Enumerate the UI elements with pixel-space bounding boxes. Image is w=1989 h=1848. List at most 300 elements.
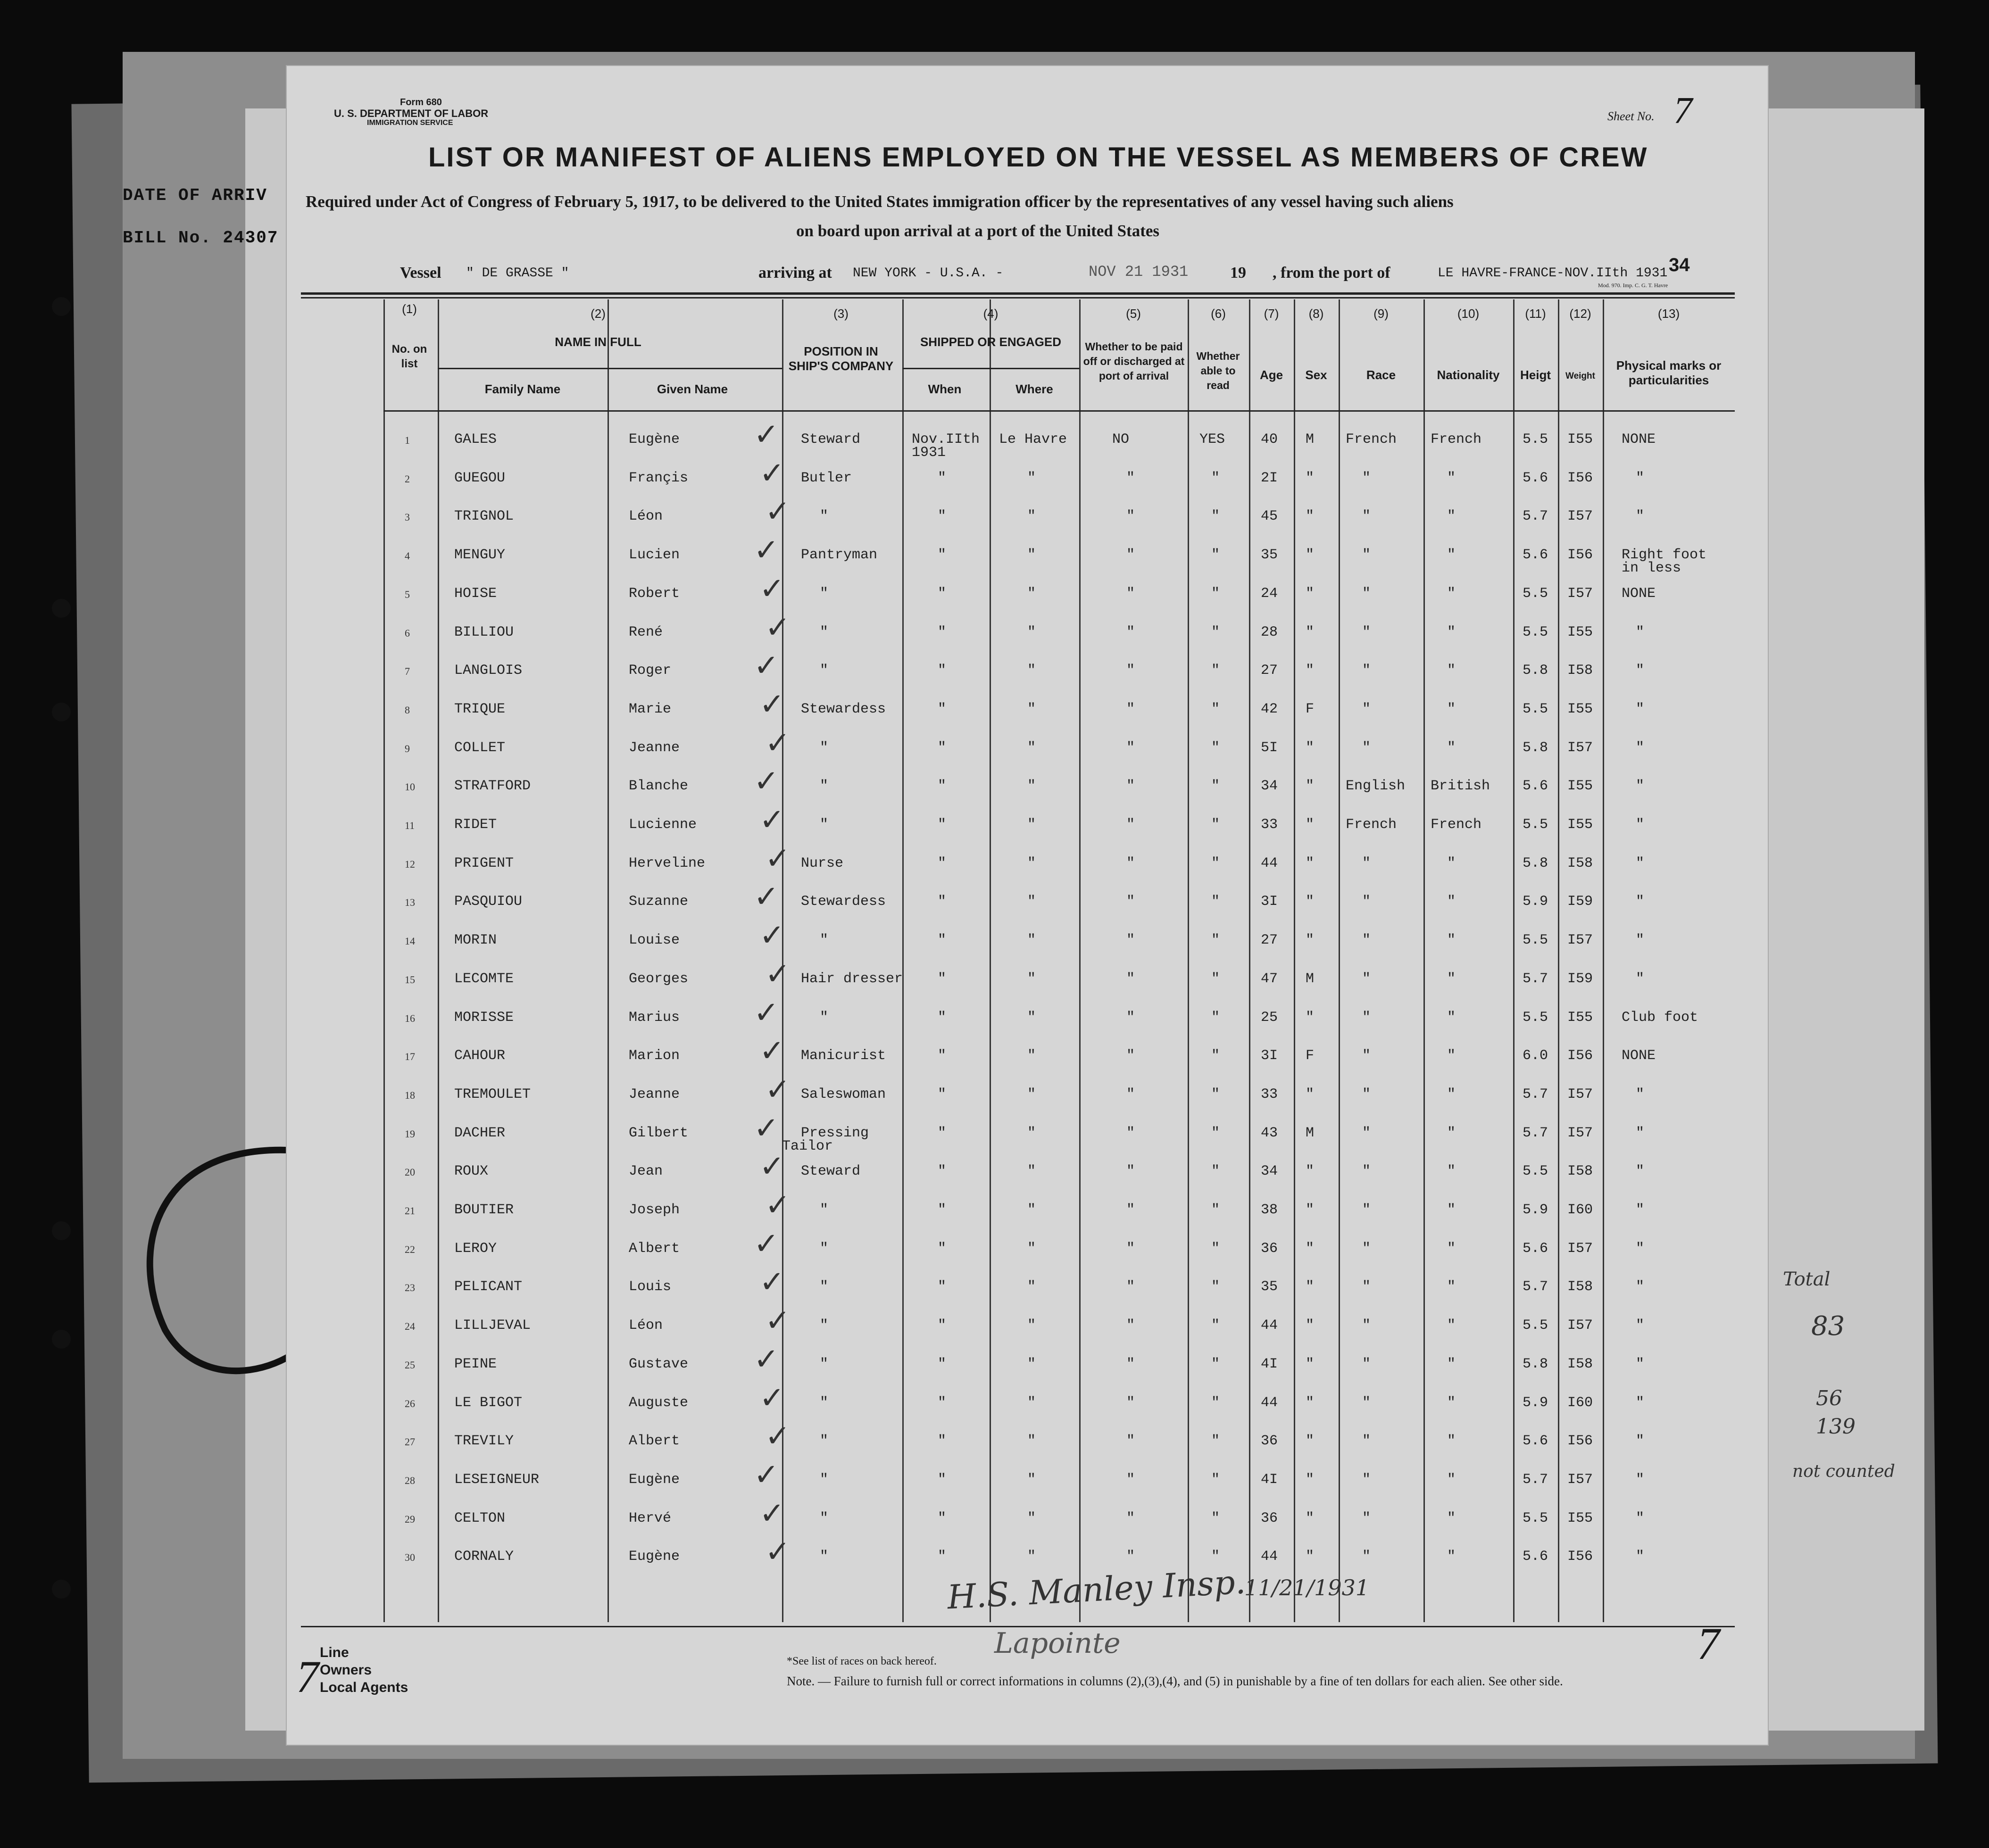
cell-weight: I57 [1567,932,1593,949]
cell-position: " [820,932,829,949]
cell-given: Jean [629,1163,663,1180]
cell-height: 5.5 [1523,1163,1548,1180]
signature-date: 11/21/1931 [1244,1575,1370,1600]
cell-nationality: " [1447,701,1456,717]
cell-where: " [1027,1163,1036,1180]
row-number: 29 [405,1513,415,1525]
cell-where: " [1027,1048,1036,1064]
row-number: 1 [405,434,410,446]
cell-sex: " [1306,1510,1315,1526]
cell-family: LECOMTE [454,970,514,987]
cell-weight: I57 [1567,1240,1593,1257]
cell-nationality: " [1447,1510,1456,1526]
check-mark-icon: ✓ [754,995,779,1030]
col-number: (10) [1457,307,1480,321]
cell-family: LE BIGOT [454,1394,523,1411]
cell-race: " [1362,894,1371,910]
cell-paid: " [1126,1163,1135,1180]
check-mark-icon: ✓ [754,1342,779,1377]
cell-when: " [938,1356,947,1372]
cell-race: " [1362,1356,1371,1372]
cell-weight: I60 [1567,1394,1593,1411]
cell-height: 5.7 [1523,1125,1548,1141]
check-mark-icon: ✓ [759,571,785,606]
cell-height: 5.6 [1523,470,1548,486]
footer-owners-label: Owners [320,1662,372,1678]
cell-paid: " [1126,1086,1135,1102]
cell-read: " [1211,1202,1220,1218]
cell-when2: 1931 [912,445,946,461]
cell-where: " [1027,1471,1036,1488]
cell-height: 5.5 [1523,932,1548,949]
cell-nationality: " [1447,1163,1456,1180]
cell-read: " [1211,701,1220,717]
cell-read: " [1211,1510,1220,1526]
cell-family: BILLIOU [454,624,514,640]
col-number: (7) [1264,307,1279,321]
cell-weight: I59 [1567,970,1593,987]
cell-race: " [1362,701,1371,717]
cell-family: HOISE [454,585,497,602]
cell-given: Albert [629,1433,680,1450]
cell-sex: " [1306,739,1315,756]
cell-height: 5.6 [1523,1240,1548,1257]
cell-sex: M [1306,970,1315,987]
table-column-rule [1558,299,1559,1622]
cell-position: Pressing [801,1125,869,1141]
cell-age: 44 [1261,1549,1278,1565]
cell-when: " [938,1471,947,1488]
col-header-sex: Sex [1305,368,1327,382]
row-number: 5 [405,588,410,600]
col-header-where: Where [1015,382,1053,396]
cell-where: " [1027,855,1036,871]
cell-where: " [1027,1510,1036,1526]
cell-height: 5.6 [1523,547,1548,564]
cell-race: " [1362,508,1371,525]
cell-weight: I55 [1567,624,1593,640]
margin-note: not counted [1792,1462,1895,1481]
cell-where: " [1027,739,1036,756]
check-mark-icon: ✓ [759,1149,785,1185]
row-number: 22 [405,1243,415,1255]
cell-paid: " [1126,701,1135,717]
cell-marks2: in less [1622,560,1681,577]
cell-nationality: " [1447,1356,1456,1372]
cell-family: DACHER [454,1125,506,1141]
cell-paid: " [1126,1202,1135,1218]
cell-nationality: French [1431,817,1482,833]
cell-weight: I57 [1567,1471,1593,1488]
cell-height: 5.8 [1523,663,1548,679]
from-label: , from the port of [1273,264,1390,282]
cell-marks: Right foot [1622,547,1707,564]
cell-family: MORIN [454,932,497,949]
cell-age: 40 [1261,431,1278,447]
cell-sex: F [1306,1048,1315,1064]
row-number: 26 [405,1397,415,1409]
cell-weight: I58 [1567,1356,1593,1372]
footer-races-note: *See list of races on back hereof. [787,1655,937,1667]
cell-weight: I59 [1567,894,1593,910]
row-number: 6 [405,627,410,639]
cell-paid: " [1126,894,1135,910]
cell-paid: " [1126,970,1135,987]
cell-position: " [820,1279,829,1295]
footer-agents-label: Local Agents [320,1680,408,1695]
cell-nationality: " [1447,970,1456,987]
check-mark-icon: ✓ [759,456,785,491]
cell-given: Jeanne [629,739,680,756]
cell-given: Léon [629,1318,663,1334]
check-mark-icon: ✓ [765,1303,791,1339]
cell-family: MENGUY [454,547,506,564]
cell-where: " [1027,1279,1036,1295]
cell-read: " [1211,1086,1220,1102]
cell-where: " [1027,894,1036,910]
cell-nationality: " [1447,855,1456,871]
table-column-rule [438,299,439,1622]
cell-race: " [1362,970,1371,987]
cell-paid: " [1126,855,1135,871]
cell-sex: " [1306,508,1315,525]
check-mark-icon: ✓ [765,1419,791,1454]
cell-sex: " [1306,585,1315,602]
cell-paid: " [1126,1356,1135,1372]
cell-age: 36 [1261,1510,1278,1526]
cell-height: 5.7 [1523,508,1548,525]
cell-paid: " [1126,1009,1135,1026]
vessel-name: " DE GRASSE " [466,266,569,281]
cell-sex: " [1306,778,1315,795]
cell-where: " [1027,1009,1036,1026]
check-mark-icon: ✓ [754,879,779,915]
cell-family: CELTON [454,1510,506,1526]
cell-when: " [938,1394,947,1411]
cell-read: " [1211,1318,1220,1334]
cell-where: " [1027,1240,1036,1257]
cell-age: 28 [1261,624,1278,640]
check-mark-icon: ✓ [759,803,785,837]
cell-family: MORISSE [454,1009,514,1026]
cell-race: " [1362,1048,1371,1064]
cell-where: " [1027,817,1036,833]
cell-when: " [938,1048,947,1064]
cell-paid: " [1126,817,1135,833]
cell-position: " [820,739,829,756]
cell-where: " [1027,1318,1036,1334]
table-column-rule [1188,299,1189,1622]
cell-marks: " [1636,663,1645,679]
cell-given: Auguste [629,1394,689,1411]
col-number: (2) [591,307,606,321]
row-number: 30 [405,1551,415,1564]
cell-weight: I57 [1567,1318,1593,1334]
cell-marks: " [1636,1318,1645,1334]
cell-race: English [1346,778,1406,795]
cell-paid: " [1126,1433,1135,1450]
cell-nationality: " [1447,624,1456,640]
year-label: 19 [1230,264,1246,282]
cell-where: " [1027,970,1036,987]
col-header-position: POSITION IN SHIP'S COMPANY [788,344,894,373]
cell-family: GALES [454,431,497,447]
cell-paid: " [1126,1318,1135,1334]
cell-when: " [938,1279,947,1295]
table-header-rule [438,368,782,369]
cell-height: 5.6 [1523,1433,1548,1450]
cell-given: Herveline [629,855,706,871]
cell-age: 44 [1261,855,1278,871]
cell-family: RIDET [454,817,497,833]
cell-marks: " [1636,1240,1645,1257]
cell-race: " [1362,1279,1371,1295]
col-number: (5) [1126,307,1141,321]
cell-height: 5.9 [1523,1394,1548,1411]
cell-family: CAHOUR [454,1048,506,1064]
check-mark-icon: ✓ [765,494,791,530]
cell-given: Robert [629,585,680,602]
cell-family: TRIGNOL [454,508,514,525]
cell-when: " [938,739,947,756]
col-number: (12) [1569,307,1591,321]
cell-read: " [1211,1048,1220,1064]
cell-when: " [938,855,947,871]
cell-given: Eugène [629,1549,680,1565]
table-header-rule [902,368,1079,369]
row-number: 17 [405,1051,415,1063]
cell-marks: " [1636,1510,1645,1526]
cell-age: 34 [1261,778,1278,795]
table-column-rule [1339,299,1340,1622]
check-mark-icon: ✓ [765,725,791,761]
row-number: 19 [405,1127,415,1140]
cell-where: " [1027,547,1036,564]
check-mark-icon: ✓ [759,1380,785,1416]
cell-position: Steward [801,431,861,447]
cell-nationality: French [1431,431,1482,447]
cell-read: " [1211,663,1220,679]
cell-family: COLLET [454,739,506,756]
cell-marks: " [1636,817,1645,833]
cell-height: 5.8 [1523,1356,1548,1372]
cell-read: " [1211,817,1220,833]
cell-race: " [1362,470,1371,486]
cell-read: " [1211,739,1220,756]
cell-where: " [1027,1125,1036,1141]
cell-when: " [938,1240,947,1257]
cell-marks: " [1636,970,1645,987]
cell-position: Steward [801,1163,861,1180]
col-number: (4) [983,307,999,321]
cell-height: 5.9 [1523,894,1548,910]
cell-when: " [938,1510,947,1526]
cell-marks: " [1636,1471,1645,1488]
cell-paid: " [1126,470,1135,486]
col-number: (6) [1211,307,1226,321]
cell-position: " [820,1510,829,1526]
cell-age: 5I [1261,739,1278,756]
cell-read: " [1211,1009,1220,1026]
cell-position: " [820,1549,829,1565]
row-number: 13 [405,896,415,909]
cell-where: " [1027,508,1036,525]
check-mark-icon: ✓ [754,1110,779,1146]
check-mark-icon: ✓ [759,1265,785,1300]
cell-nationality: " [1447,585,1456,602]
cell-paid: " [1126,1394,1135,1411]
cell-given: Suzanne [629,894,689,910]
check-mark-icon: ✓ [759,687,785,722]
cell-where: " [1027,1356,1036,1372]
cell-weight: I56 [1567,547,1593,564]
cell-when: " [938,817,947,833]
cell-family: PASQUIOU [454,894,523,910]
cell-when: " [938,701,947,717]
cell-given: Françis [629,470,689,486]
cell-paid: " [1126,1549,1135,1565]
check-mark-icon: ✓ [765,1072,791,1107]
cell-nationality: " [1447,932,1456,949]
col-header-paid-off: Whether to be paid off or discharged at port of arrival [1083,340,1185,382]
vessel-label: Vessel [400,264,441,282]
cell-when: " [938,894,947,910]
check-mark-icon: ✓ [765,610,791,645]
cell-marks: " [1636,1394,1645,1411]
binder-hole [52,1221,71,1240]
cell-sex: " [1306,1240,1315,1257]
cell-given: Marie [629,701,672,717]
cell-sex: " [1306,1471,1315,1488]
cell-marks: " [1636,855,1645,871]
cell-weight: I57 [1567,1125,1593,1141]
sheet-label: Sheet No. [1607,109,1655,123]
margin-total-label: Total [1783,1268,1831,1290]
cell-position: " [820,1394,829,1411]
cell-given: Louise [629,932,680,949]
cell-position: Pantryman [801,547,878,564]
cell-age: 25 [1261,1009,1278,1026]
footer-note: Note. — Failure to furnish full or correct informations in columns (2),(3),(4), and (5) in punishable by a fine of ten dollars for each alien. See other side. [787,1674,1563,1688]
cell-position: " [820,624,829,640]
cell-position: " [820,1433,829,1450]
cell-race: " [1362,1163,1371,1180]
cell-family: ROUX [454,1163,489,1180]
cell-family: LESEIGNEUR [454,1471,540,1488]
department-name: U. S. DEPARTMENT OF LABOR [334,108,489,119]
cell-nationality: " [1447,1279,1456,1295]
col-header-able-to-read: Whether able to read [1196,350,1240,391]
cell-position: " [820,663,829,679]
cell-position: " [820,778,829,795]
cell-family: PRIGENT [454,855,514,871]
cell-nationality: " [1447,663,1456,679]
cell-position: " [820,1356,829,1372]
cell-age: 38 [1261,1202,1278,1218]
cell-read: " [1211,894,1220,910]
cell-when: " [938,585,947,602]
cell-height: 5.7 [1523,1471,1548,1488]
cell-age: 4I [1261,1356,1278,1372]
cell-read: " [1211,970,1220,987]
cell-marks: Club foot [1622,1009,1698,1026]
cell-where: " [1027,1433,1036,1450]
cell-paid: " [1126,1471,1135,1488]
cell-age: 35 [1261,1279,1278,1295]
col-header-height: Heigt [1520,368,1551,382]
cell-paid: " [1126,1048,1135,1064]
cell-read: " [1211,547,1220,564]
cell-age: 44 [1261,1394,1278,1411]
cell-nationality: " [1447,1394,1456,1411]
cell-when: " [938,547,947,564]
cell-height: 5.5 [1523,1009,1548,1026]
row-number: 4 [405,550,410,562]
cell-family: CORNALY [454,1549,514,1565]
cell-age: 3I [1261,1048,1278,1064]
cell-when: " [938,932,947,949]
cell-where: " [1027,778,1036,795]
cell-where: " [1027,1202,1036,1218]
cell-nationality: " [1447,894,1456,910]
cell-race: " [1362,855,1371,871]
cell-nationality: " [1447,1549,1456,1565]
cell-weight: I56 [1567,470,1593,486]
cell-paid: " [1126,663,1135,679]
cell-marks: " [1636,932,1645,949]
cell-sex: M [1306,1125,1315,1141]
footer-right-number: 7 [1697,1618,1720,1669]
cell-race: French [1346,817,1397,833]
cell-race: " [1362,547,1371,564]
cell-position: Saleswoman [801,1086,886,1102]
cell-nationality: " [1447,1318,1456,1334]
background-bill-label: BILL No. 24307 [123,228,279,248]
cell-where: " [1027,624,1036,640]
cell-where: " [1027,701,1036,717]
service-name: IMMIGRATION SERVICE [367,119,453,127]
cell-sex: " [1306,1009,1315,1026]
cell-where: Le Havre [999,431,1067,447]
document-subtitle-line1: Required under Act of Congress of February 5, 1917, to be delivered to the United States immigration officer by the representatives of any vessel having such aliens [306,192,1454,211]
check-mark-icon: ✓ [754,648,779,684]
cell-marks: " [1636,739,1645,756]
row-number: 25 [405,1359,415,1371]
document-title: LIST OR MANIFEST OF ALIENS EMPLOYED ON THE VESSEL AS MEMBERS OF CREW [428,142,1648,173]
cell-read: " [1211,1471,1220,1488]
cell-race: " [1362,1086,1371,1102]
col-number: (11) [1525,307,1546,321]
row-number: 3 [405,511,410,523]
cell-where: " [1027,585,1036,602]
cell-when: " [938,1549,947,1565]
col-header-list-no: No. on list [391,343,427,370]
col-header-when: When [928,382,962,396]
row-number: 2 [405,472,410,485]
cell-race: " [1362,624,1371,640]
cell-sex: " [1306,624,1315,640]
cell-read: " [1211,932,1220,949]
cell-given: Léon [629,508,663,525]
cell-sex: " [1306,1433,1315,1450]
cell-read: " [1211,1125,1220,1141]
cell-height: 5.7 [1523,1279,1548,1295]
inspector-signature: H.S. Manley Insp. [946,1562,1247,1617]
cell-race: " [1362,1471,1371,1488]
cell-read: " [1211,1163,1220,1180]
cell-position: Manicurist [801,1048,886,1064]
cell-where: " [1027,1086,1036,1102]
